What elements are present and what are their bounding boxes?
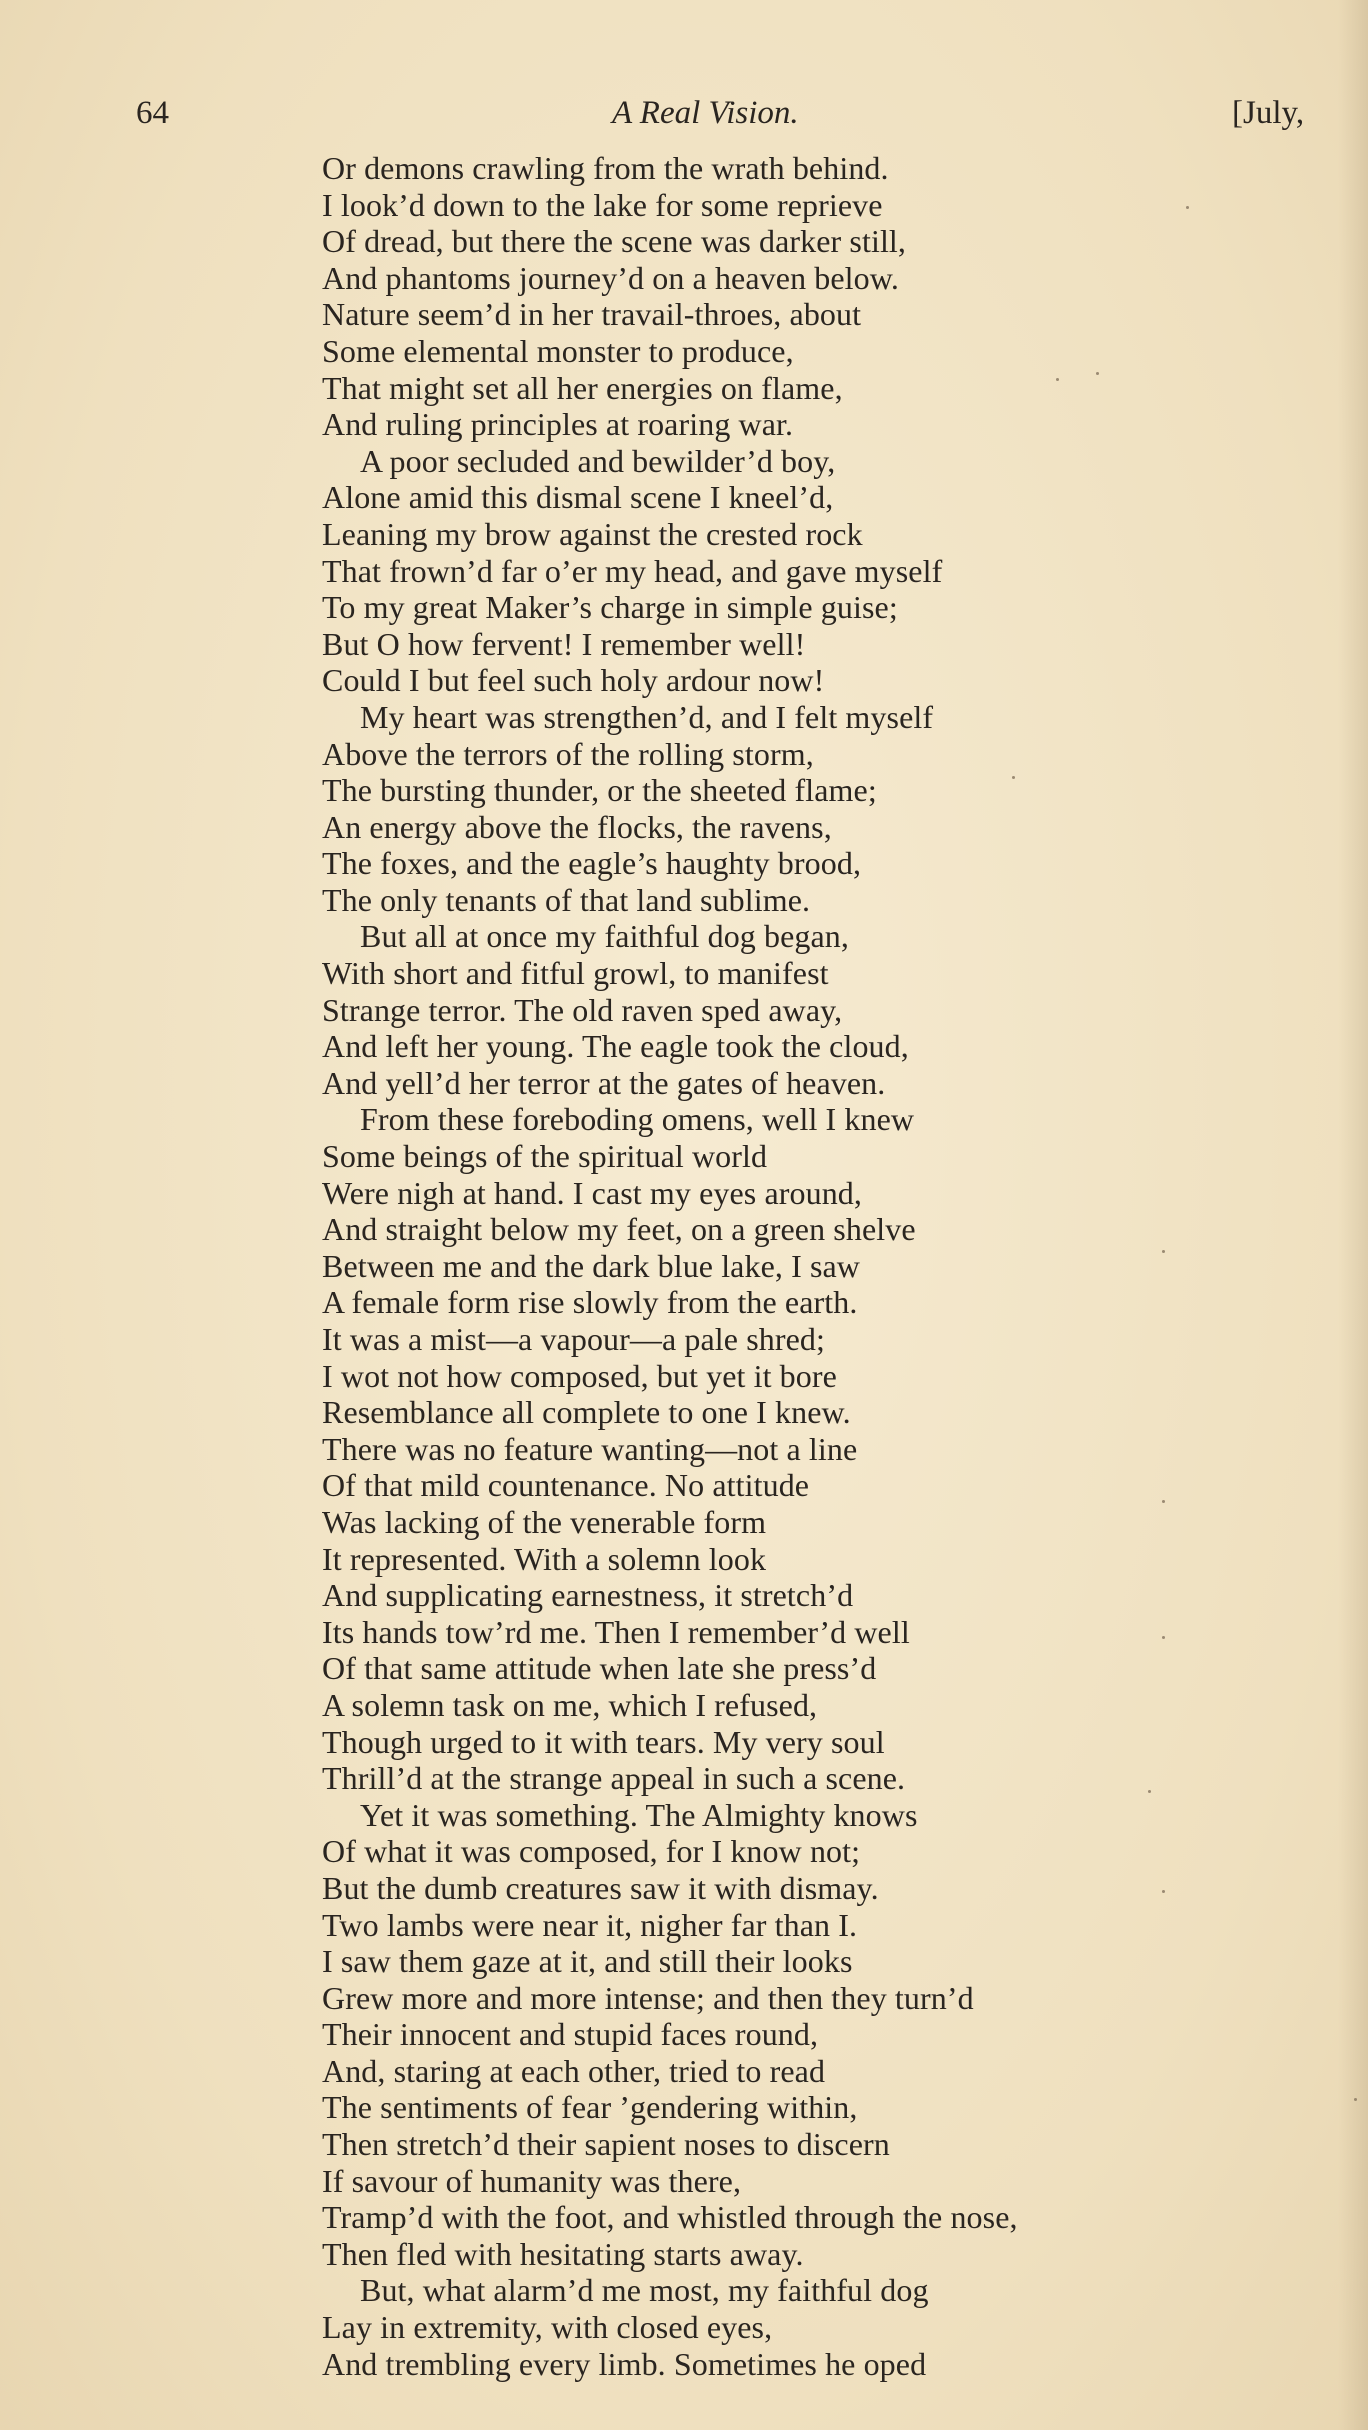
poem-line: There was no feature wanting—not a line xyxy=(322,1430,858,1467)
poem-line: And yell’d her terror at the gates of heaven. xyxy=(322,1064,886,1101)
poem-text xyxy=(322,150,1332,2382)
ink-speck xyxy=(1096,372,1099,375)
poem-line: Of what it was composed, for I know not; xyxy=(322,1833,861,1870)
poem-line: But, what alarm’d me most, my faithful dog xyxy=(360,2272,929,2309)
poem-line: And phantoms journey’d on a heaven below. xyxy=(322,259,899,296)
poem-line: Above the terrors of the rolling storm, xyxy=(322,735,814,772)
poem-line: Of that mild countenance. No attitude xyxy=(322,1467,810,1504)
poem-line: And, staring at each other, tried to read xyxy=(322,2052,826,2089)
poem-line: I look’d down to the lake for some reprieve xyxy=(322,186,883,223)
poem-line: Yet it was something. The Almighty knows xyxy=(360,1796,918,1833)
poem-line: And straight below my feet, on a green shelve xyxy=(322,1211,916,1248)
poem-line: That frown’d far o’er my head, and gave myself xyxy=(322,552,943,589)
poem-line: Alone amid this dismal scene I kneel’d, xyxy=(322,479,834,516)
ink-speck xyxy=(1148,1790,1151,1793)
poem-line: With short and fitful growl, to manifest xyxy=(322,955,829,992)
poem-line: The foxes, and the eagle’s haughty brood, xyxy=(322,845,862,882)
poem-line: But the dumb creatures saw it with dismay. xyxy=(322,1869,879,1906)
poem-line: And supplicating earnestness, it stretch’d xyxy=(322,1577,854,1614)
poem-line: But O how fervent! I remember well! xyxy=(322,625,806,662)
poem-line: Nature seem’d in her travail-throes, about xyxy=(322,296,862,333)
poem-line: That might set all her energies on flame, xyxy=(322,369,843,406)
poem-line: But all at once my faithful dog began, xyxy=(360,918,850,955)
poem-line: A solemn task on me, which I refused, xyxy=(322,1686,818,1723)
poem-line: Thrill’d at the strange appeal in such a scene. xyxy=(322,1760,906,1797)
poem-line: My heart was strengthen’d, and I felt myself xyxy=(360,698,934,735)
poem-line: Lay in extremity, with closed eyes, xyxy=(322,2309,773,2346)
poem-line: Of dread, but there the scene was darker still, xyxy=(322,223,907,260)
poem-line: The only tenants of that land sublime. xyxy=(322,881,811,918)
poem-line: Then stretch’d their sapient noses to discern xyxy=(322,2126,890,2163)
poem-line: Resemblance all complete to one I knew. xyxy=(322,1394,851,1431)
poem-line: Two lambs were near it, nigher far than I. xyxy=(322,1906,858,1943)
running-header xyxy=(136,88,1356,138)
poem-line: Leaning my brow against the crested rock xyxy=(322,515,863,552)
poem-line: Between me and the dark blue lake, I saw xyxy=(322,1247,861,1284)
ink-speck xyxy=(1186,206,1189,209)
poem-line: Tramp’d with the foot, and whistled through the nose, xyxy=(322,2199,1018,2236)
page-number: 64 xyxy=(136,95,169,131)
poem-line: A poor secluded and bewilder’d boy, xyxy=(360,442,836,479)
ink-speck xyxy=(1162,1500,1165,1503)
poem-line: Their innocent and stupid faces round, xyxy=(322,2016,819,2053)
poem-line: Was lacking of the venerable form xyxy=(322,1503,767,1540)
poem-line: From these foreboding omens, well I knew xyxy=(360,1101,915,1138)
poem-line: Were nigh at hand. I cast my eyes around, xyxy=(322,1174,863,1211)
poem-line: Could I but feel such holy ardour now! xyxy=(322,662,825,699)
poem-line: Strange terror. The old raven sped away, xyxy=(322,991,843,1028)
poem-line: Or demons crawling from the wrath behind. xyxy=(322,150,889,186)
poem-line: It represented. With a solemn look xyxy=(322,1540,767,1577)
poem-line: Some beings of the spiritual world xyxy=(322,1138,768,1175)
ink-speck xyxy=(1162,1250,1165,1253)
poem-line: Its hands tow’rd me. Then I remember’d well xyxy=(322,1613,910,1650)
poem-line: I saw them gaze at it, and still their looks xyxy=(322,1943,853,1980)
poem-line: To my great Maker’s charge in simple guise; xyxy=(322,589,898,626)
poem-line: And trembling every limb. Sometimes he oped xyxy=(322,2345,927,2382)
poem-line: Some elemental monster to produce, xyxy=(322,332,794,369)
running-title: A Real Vision. xyxy=(612,95,799,131)
poem-line: An energy above the flocks, the ravens, xyxy=(322,808,832,845)
poem-line: I wot not how composed, but yet it bore xyxy=(322,1357,837,1394)
running-date: [July, xyxy=(1232,95,1305,131)
poem-line: And left her young. The eagle took the cloud, xyxy=(322,1028,909,1065)
poem-line: Then fled with hesitating starts away. xyxy=(322,2235,804,2272)
poem-line: If savour of humanity was there, xyxy=(322,2162,742,2199)
page-edge-shadow xyxy=(1338,0,1368,2430)
poem-line: It was a mist—a vapour—a pale shred; xyxy=(322,1321,826,1357)
ink-speck xyxy=(1012,776,1015,779)
poem-line: And ruling principles at roaring war. xyxy=(322,406,794,443)
poem-line: Though urged to it with tears. My very soul xyxy=(322,1723,885,1760)
ink-speck xyxy=(1162,1890,1165,1893)
poem-line: The bursting thunder, or the sheeted flame; xyxy=(322,772,877,809)
poem-line: Of that same attitude when late she press’d xyxy=(322,1650,877,1687)
poem-line: The sentiments of fear ’gendering within, xyxy=(322,2089,858,2126)
poem-line: Grew more and more intense; and then they turn’d xyxy=(322,1979,974,2016)
poem-line: A female form rise slowly from the earth. xyxy=(322,1284,858,1321)
ink-speck xyxy=(1056,378,1059,381)
ink-speck xyxy=(1162,1636,1165,1639)
